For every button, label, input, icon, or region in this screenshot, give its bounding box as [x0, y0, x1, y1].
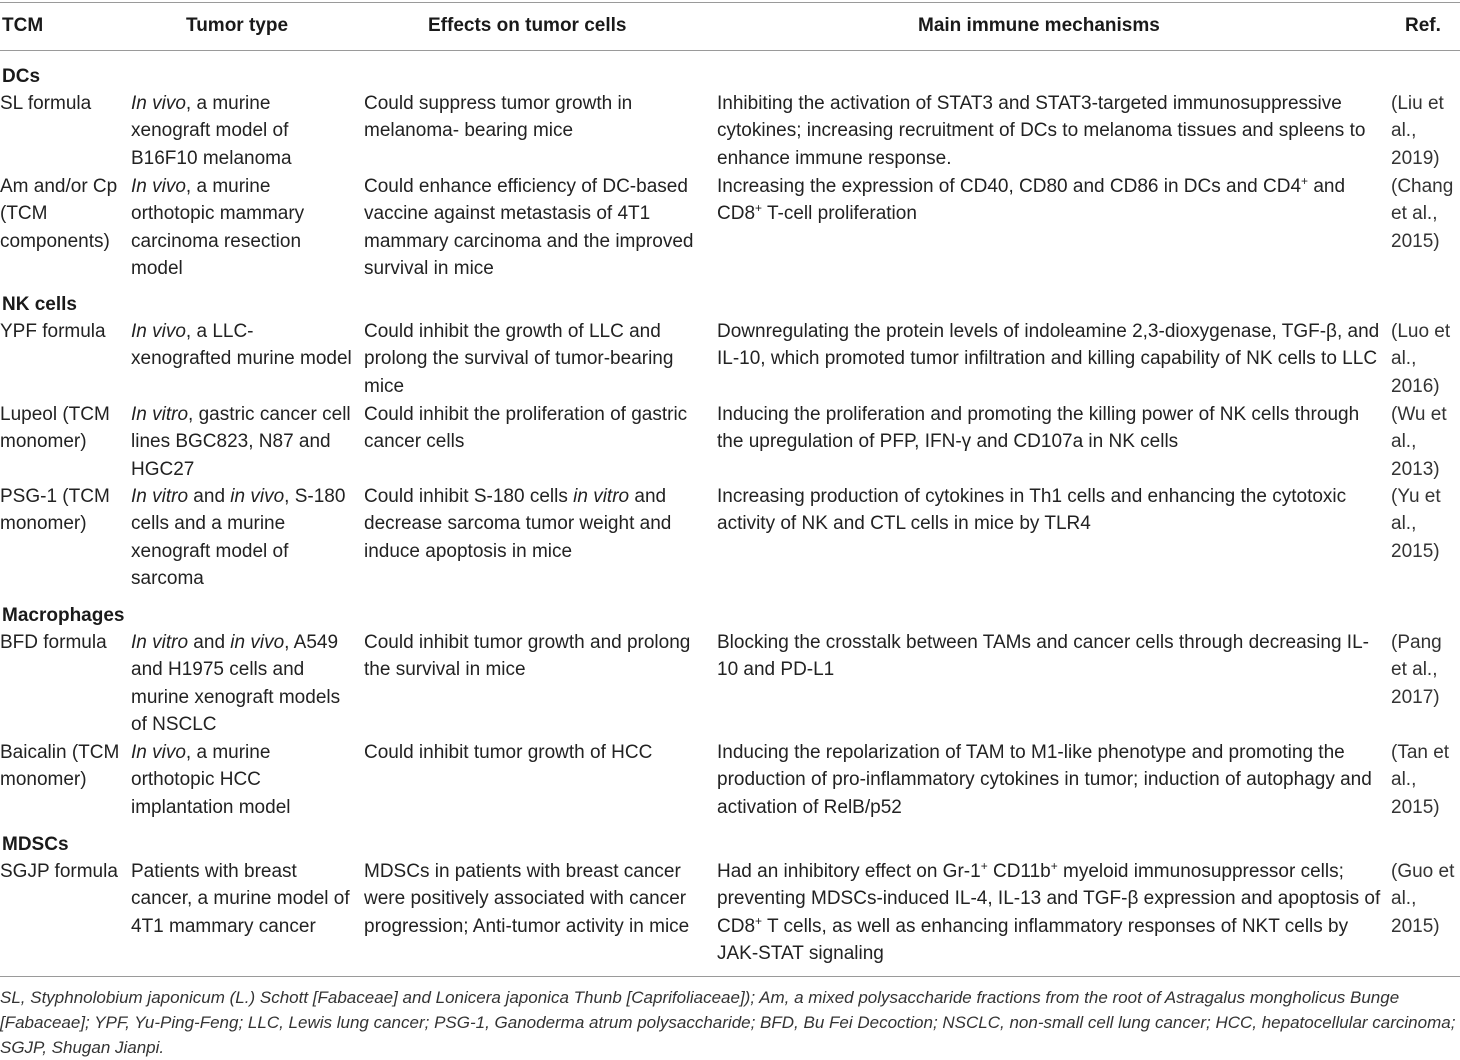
cell-tcm: YPF formula — [0, 321, 106, 342]
cell-ref: (Liu et al., 2019) — [1391, 93, 1444, 169]
cell-effects: Could inhibit S-180 cells in vitro and decrease sarcoma tumor weight and induce apoptosis in mice — [364, 486, 672, 562]
cell-mechanisms: Increasing production of cytokines in Th1 cells and enhancing the cytotoxic activity of NK and CTL cells in mice by TLR4 — [717, 486, 1347, 535]
cell-effects: Could inhibit the proliferation of gastric cancer cells — [364, 404, 688, 453]
cell-effects: MDSCs in patients with breast cancer were positively associated with cancer progression; Anti-tumor activity in mice — [364, 861, 690, 937]
header-tcm: TCM — [2, 15, 44, 36]
cell-effects: Could suppress tumor growth in melanoma- bearing mice — [364, 93, 633, 142]
cell-tumor-type: In vivo, a LLC-xenografted murine model — [131, 321, 352, 370]
cell-tumor-type: Patients with breast cancer, a murine model of 4T1 mammary cancer — [131, 861, 350, 937]
cell-ref: (Tan et al., 2015) — [1391, 742, 1450, 818]
cell-tumor-type: In vitro, gastric cancer cell lines BGC823, N87 and HGC27 — [131, 404, 351, 480]
cell-effects: Could inhibit the growth of LLC and prolong the survival of tumor-bearing mice — [364, 321, 674, 397]
cell-tcm: PSG-1 (TCM monomer) — [0, 486, 110, 535]
cell-mechanisms: Downregulating the protein levels of indoleamine 2,3-dioxygenase, TGF-β, and IL-10, which promoted tumor infiltration and killing capability of NK cells to LLC — [717, 321, 1380, 370]
cell-ref: (Wu et al., 2013) — [1391, 404, 1447, 480]
cell-ref: (Yu et al., 2015) — [1391, 486, 1441, 562]
cell-tcm: SGJP formula — [0, 861, 118, 882]
group-label-dcs: DCs — [2, 66, 41, 87]
cell-effects: Could inhibit tumor growth and prolong the survival in mice — [364, 632, 691, 681]
cell-tumor-type: In vivo, a murine orthotopic mammary carcinoma resection model — [131, 176, 305, 280]
cell-tcm: SL formula — [0, 93, 92, 114]
cell-effects: Could inhibit tumor growth of HCC — [364, 742, 653, 763]
header-tumor-type: Tumor type — [186, 15, 289, 36]
cell-tcm: Lupeol (TCM monomer) — [0, 404, 110, 453]
header-rule — [0, 50, 1460, 51]
cell-tcm: Baicalin (TCM monomer) — [0, 742, 120, 791]
cell-tumor-type: In vivo, a murine orthotopic HCC implantation model — [131, 742, 291, 818]
header-effects: Effects on tumor cells — [428, 15, 627, 36]
cell-tumor-type: In vitro and in vivo, S-180 cells and a murine xenograft model of sarcoma — [131, 486, 346, 590]
cell-ref: (Chang et al., 2015) — [1391, 176, 1454, 252]
cell-effects: Could enhance efficiency of DC-based vaccine against metastasis of 4T1 mammary carcinoma and the improved survival in mice — [364, 176, 694, 280]
cell-ref: (Pang et al., 2017) — [1391, 632, 1442, 708]
table-footnote: SL, Styphnolobium japonicum (L.) Schott [Fabaceae] and Lonicera japonica Thunb [Caprifoliaceae]); Am, a mixed polysaccharide fractions from the root of Astragalus mongholicus Bunge [Fabaceae]; YPF, Yu-Ping-Feng; LLC, Lewis lung cancer; PSG-1, Ganoderma atrum polysaccharide; BFD, Bu Fei Decoction; NSCLC, non-small cell lung cancer; HCC, hepatocellular carcinoma; SGJP, Shugan Jianpi. — [0, 988, 1456, 1057]
cell-tumor-type: In vivo, a murine xenograft model of B16F10 melanoma — [131, 93, 292, 169]
cell-tcm: Am and/or Cp (TCM components) — [0, 176, 118, 252]
cell-mechanisms: Inhibiting the activation of STAT3 and STAT3-targeted immunosuppressive cytokines; increasing recruitment of DCs to melanoma tissues and spleens to enhance immune response. — [717, 93, 1366, 169]
group-label-nk-cells: NK cells — [2, 294, 77, 315]
table-bottom-rule — [0, 976, 1460, 977]
table-top-rule — [0, 2, 1460, 3]
cell-mechanisms: Inducing the proliferation and promoting the killing power of NK cells through the upregulation of PFP, IFN-γ and CD107a in NK cells — [717, 404, 1360, 453]
cell-mechanisms: Increasing the expression of CD40, CD80 and CD86 in DCs and CD4+ and CD8+ T-cell proliferation — [717, 174, 1346, 225]
cell-ref: (Luo et al., 2016) — [1391, 321, 1451, 397]
cell-mechanisms: Blocking the crosstalk between TAMs and cancer cells through decreasing IL-10 and PD-L1 — [717, 632, 1369, 681]
header-mechanisms: Main immune mechanisms — [918, 15, 1160, 36]
cell-ref: (Guo et al., 2015) — [1391, 861, 1455, 937]
header-ref: Ref. — [1405, 15, 1441, 36]
group-label-macrophages: Macrophages — [2, 605, 125, 626]
cell-mechanisms: Had an inhibitory effect on Gr-1+ CD11b+ myeloid immunosuppressor cells; preventing MDSCs-induced IL-4, IL-13 and TGF-β expression and apoptosis of CD8+ T cells, as well as enhancing inflammatory responses of NKT cells by JAK-STAT signaling — [717, 859, 1381, 965]
cell-mechanisms: Inducing the repolarization of TAM to M1-like phenotype and promoting the production of pro-inflammatory cytokines in tumor; induction of autophagy and activation of RelB/p52 — [717, 742, 1372, 818]
cell-tcm: BFD formula — [0, 632, 107, 653]
group-label-mdscs: MDSCs — [2, 834, 69, 855]
cell-tumor-type: In vitro and in vivo, A549 and H1975 cells and murine xenograft models of NSCLC — [131, 632, 341, 736]
